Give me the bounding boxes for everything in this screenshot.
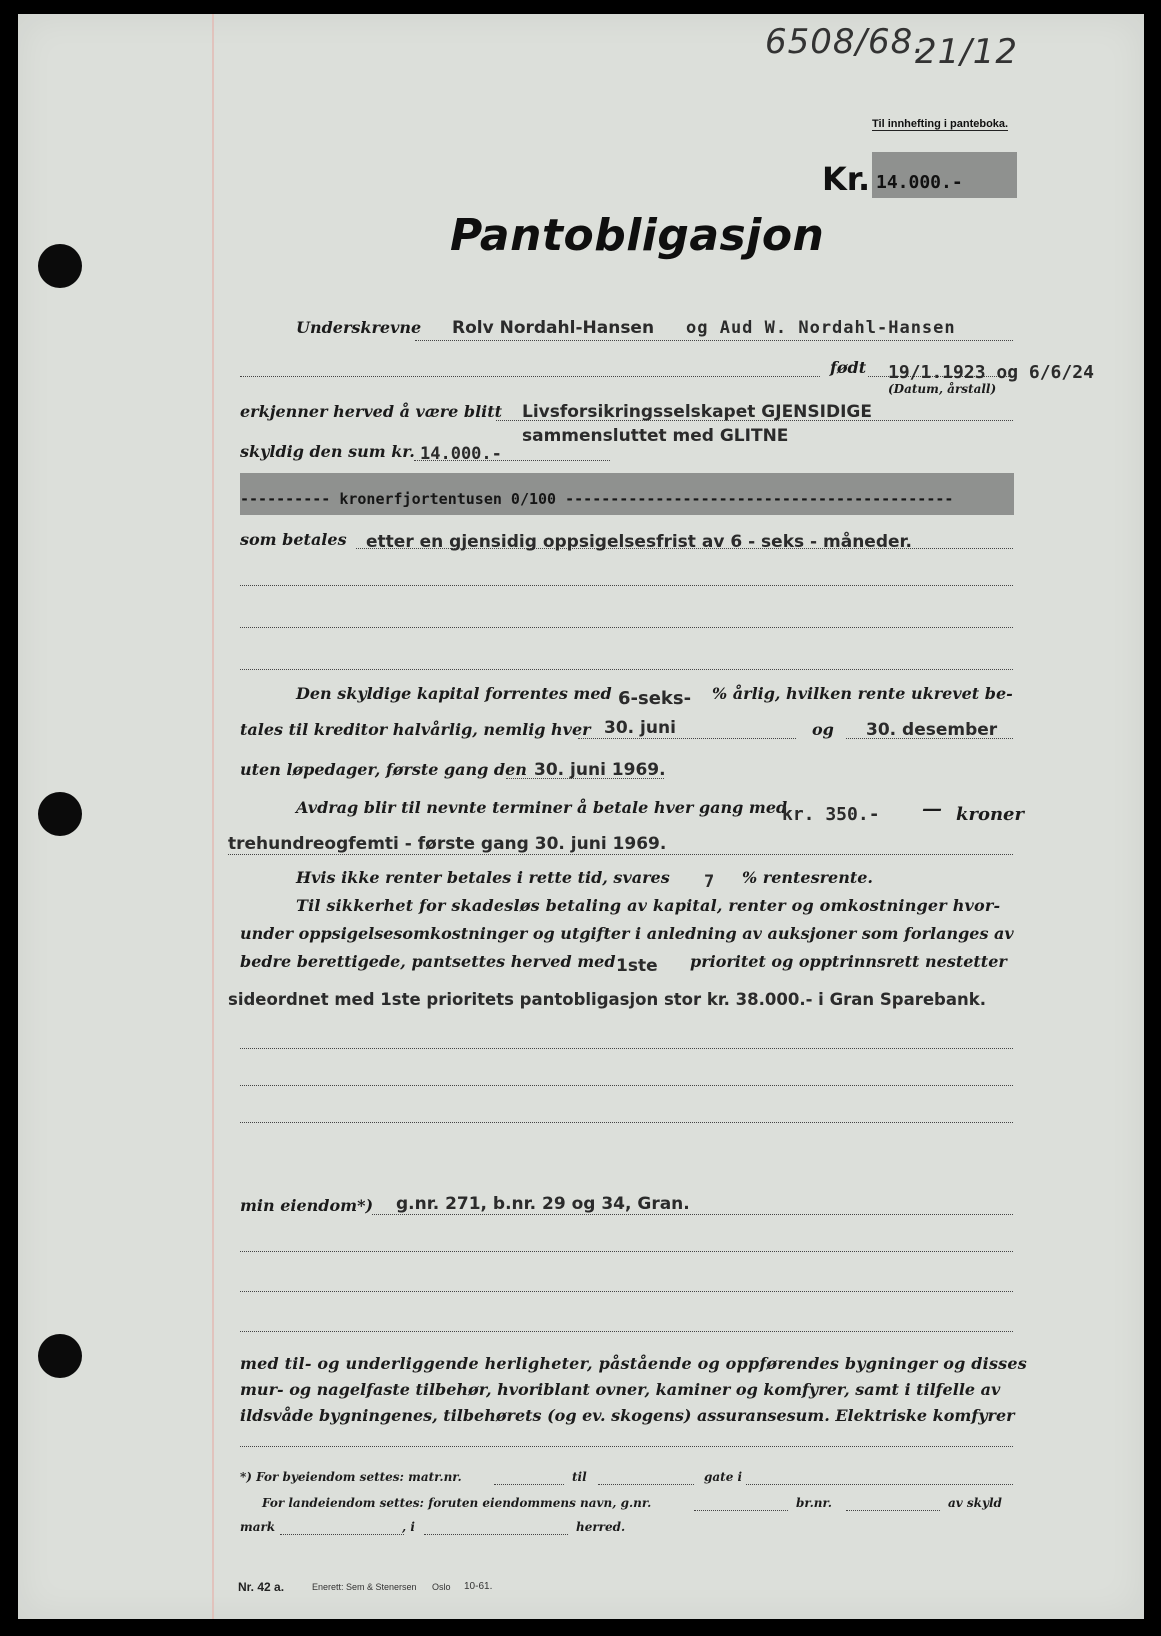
security-text-3a: bedre berettigede, pantsettes herved med [240,952,616,971]
creditor-line1: Livsforsikringsselskapet GJENSIDIGE [522,402,872,422]
form-code: 10-61. [464,1581,493,1592]
label-fodt: født [830,358,867,377]
field-line [694,1510,788,1511]
blank-line [240,1291,1013,1292]
installment-kroner: kroner [956,804,1024,825]
label-eiendom: min eiendom*) [240,1196,374,1215]
security-text-2: under oppsigelsesomkostninger og utgifter i anledning av auksjoner som forlanges av [240,924,1014,943]
field-line [228,854,1013,855]
security-typed: sideordnet med 1ste prioritets pantobligasjon stor kr. 38.000.- i Gran Sparebank. [228,990,986,1009]
interest-text-1a: Den skyldige kapital forrentes med [296,684,612,703]
interest-text-3a: uten løpedager, første gang den [240,760,527,779]
footnote-1a: *) For byeiendom settes: matr.nr. [240,1470,462,1484]
footnote-1b: til [572,1470,587,1484]
birth-hint: (Datum, årstall) [888,382,997,396]
interest-text-1b: % årlig, hvilken rente ukrevet be- [712,684,1013,703]
punch-hole [38,792,82,836]
field-line [280,1534,404,1535]
field-line [598,1484,694,1485]
installment-words: trehundreogfemti - første gang 30. juni 1969. [228,834,667,854]
installment-text: Avdrag blir til nevnte terminer å betale hver gang med [296,798,788,817]
form-number: Nr. 42 a. [238,1580,285,1594]
page-title: Pantobligasjon [450,210,825,261]
punch-hole [38,1334,82,1378]
kr-label: Kr. [822,160,871,198]
security-text-3b: prioritet og opptrinnsrett nestetter [690,952,1007,971]
margin-line [212,14,214,1619]
rights-text-3: ildsvåde bygningenes, tilbehørets (og ev. skogens) assuransesum. Elektriske komfyrer [240,1406,1015,1425]
security-text-1: Til sikkerhet for skadesløs betaling av kapital, renter og omkostninger hvor- [296,896,1001,915]
field-line [240,376,820,377]
field-line [746,1484,1013,1485]
birth-dates: 19/1.1923 og 6/6/24 [888,362,1094,383]
field-line [494,1484,564,1485]
rights-text-1: med til- og underliggende herligheter, påstående og oppførendes bygninger og disses [240,1354,1027,1373]
installment-dash: — [922,796,942,820]
payment-terms: etter en gjensidig oppsigelsesfrist av 6 - seks - måneder. [366,532,912,552]
handwritten-ref: 6508/68. [765,22,926,62]
field-line [846,1510,940,1511]
label-skyldig: skyldig den sum kr. [240,442,415,461]
kr-amount: 14.000.- [876,172,963,193]
handwritten-date: 21/12 [915,32,1018,72]
publisher-place: Oslo [432,1582,451,1592]
label-underskrevne: Underskrevne [296,318,422,337]
creditor-line2: sammensluttet med GLITNE [522,426,789,446]
blank-line [240,1048,1013,1049]
footnote-1c: gate i [704,1470,743,1484]
footnote-3c: herred. [576,1520,626,1534]
blank-line [240,1251,1013,1252]
installment-amount: kr. 350.- [782,804,880,825]
rights-text-2: mur- og nagelfaste tilbehør, hvoriblant ovner, kaminer og komfyrer, samt i tilfelle av [240,1380,1001,1399]
label-erkjenner: erkjenner herved å være blitt [240,402,503,421]
blank-line [240,1331,1013,1332]
interest-date-1: 30. juni [604,718,676,738]
debtor-names-2: og Aud W. Nordahl-Hansen [686,318,956,338]
late-interest-text-a: Hvis ikke renter betales i rette tid, svares [296,868,670,887]
stamp-label: Til innhefting i panteboka. [872,118,1009,130]
interest-date-2: 30. desember [866,720,998,740]
first-payment-date: 30. juni 1969. [534,760,666,780]
footnote-3a: mark [240,1520,276,1534]
blank-line [240,669,1013,670]
label-betales: som betales [240,530,347,549]
field-line [415,340,1013,341]
property-value: g.nr. 271, b.nr. 29 og 34, Gran. [396,1194,690,1214]
blank-line [240,1085,1013,1086]
interest-og: og [812,720,834,739]
publisher: Enerett: Sem & Stenersen [312,1582,417,1592]
footnote-2b: br.nr. [796,1496,832,1510]
interest-text-2a: tales til kreditor halvårlig, nemlig hver [240,720,591,739]
priority-value: 1ste [616,956,658,976]
field-line [372,1214,1013,1215]
footnote-2a: For landeiendom settes: foruten eiendommens navn, g.nr. [262,1496,652,1510]
blank-line [240,1122,1013,1123]
footnote-3b: , i [402,1520,415,1534]
sum-amount: 14.000.- [420,444,502,464]
footnote-2c: av skyld [948,1496,1002,1510]
interest-rate: 6-seks- [618,688,692,709]
field-line [424,1534,568,1535]
punch-hole [38,244,82,288]
late-interest-rate: 7 [704,872,715,892]
blank-line [240,627,1013,628]
field-line [578,738,796,739]
late-interest-text-b: % rentesrente. [742,868,873,887]
blank-line [240,585,1013,586]
blank-line [240,1446,1013,1447]
debtor-names: Rolv Nordahl-Hansen [452,318,655,338]
sum-words: ---------- kronerfjortentusen 0/100 ------------------------------------------- [240,490,954,508]
